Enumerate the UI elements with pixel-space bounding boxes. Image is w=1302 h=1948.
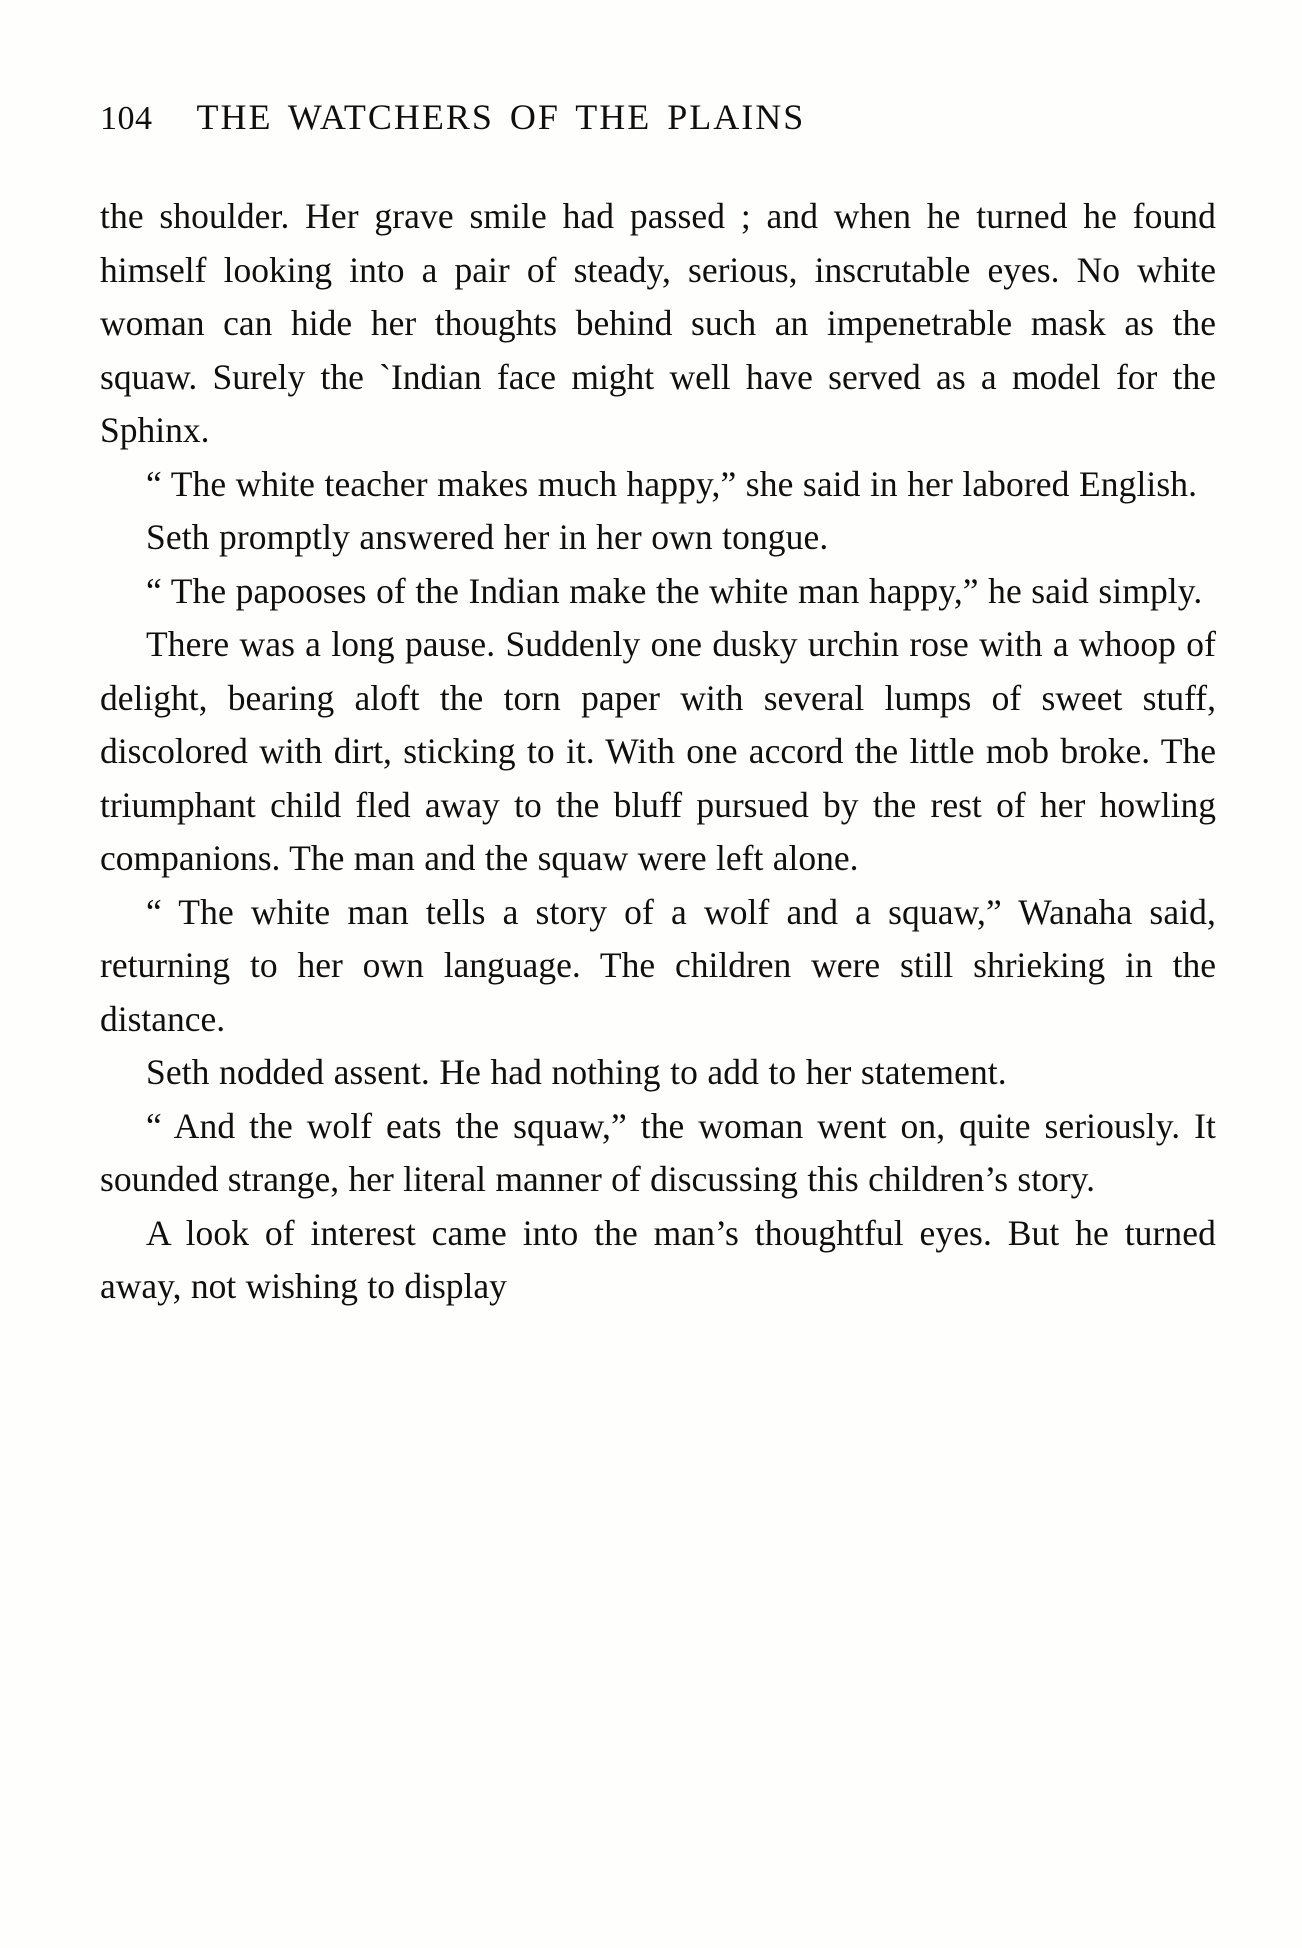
paragraph: “ The papooses of the Indian make the white man happy,” he said simply. [146, 570, 1203, 611]
paragraph: “ The white man tells a story of a wolf and a squaw,” Wanaha said, returning to her own language. The children were still shrieking in the distance. [100, 891, 1216, 1039]
running-head [96, 96, 1216, 138]
body-text [96, 190, 1216, 1314]
paragraph: A look of interest came into the man’s thoughtful eyes. But he turned away, not wishing to display [100, 1212, 1216, 1306]
paragraph: Seth promptly answered her in her own tongue. [146, 517, 829, 557]
page-number: 104 [100, 100, 153, 137]
paragraph: the shoulder. Her grave smile had passed ; and when he turned he found himself looking into a pair of steady, serious, inscrutable eyes. No white woman can hide her thoughts behind such an impenetrable mask as the squaw. Surely the `Indian face might well have served as a model for the Sphinx. [100, 196, 1216, 450]
running-title: THE WATCHERS OF THE PLAINS [196, 97, 806, 137]
paragraph: “ And the wolf eats the squaw,” the woman went on, quite seriously. It sounded strange, her literal manner of discussing this children’s story. [100, 1105, 1216, 1199]
paragraph: There was a long pause. Suddenly one dusky urchin rose with a whoop of delight, bearing aloft the torn paper with several lumps of sweet stuff, discolored with dirt, sticking to it. With one accord the little mob broke. The triumphant child fled away to the bluff pursued by the rest of her howling companions. The man and the squaw were left alone. [100, 624, 1216, 878]
paragraph: “ The white teacher makes much happy,” she said in her labored English. [146, 463, 1198, 504]
paragraph: Seth nodded assent. He had nothing to add to her statement. [146, 1052, 1007, 1092]
